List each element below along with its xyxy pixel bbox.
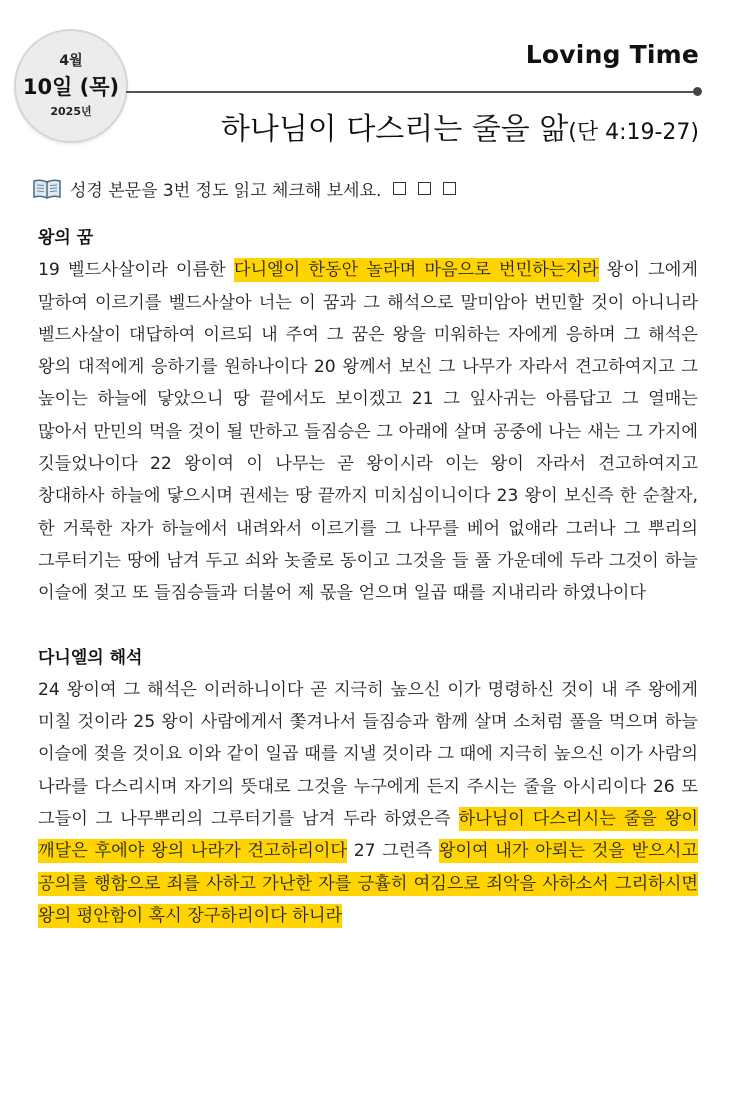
scripture-passage [38, 254, 698, 609]
highlighted-text: 다니엘이 한동안 놀라며 마음으로 번민하는지라 [233, 260, 599, 281]
read-checkbox-1[interactable] [393, 182, 406, 195]
highlighted-text: 하나님이 다스리시는 줄을 왕이 깨달은 후에야 왕의 나라가 견고하리이다 [38, 809, 699, 862]
section-heading: 다니엘의 해석 [38, 647, 143, 668]
instruction-text: 성경 본문을 3번 정도 읽고 체크해 보세요. [70, 181, 382, 201]
open-book-icon [32, 178, 62, 200]
divider-dot [693, 87, 702, 96]
date-day: 10일 (목) [22, 75, 120, 99]
highlighted-text: 왕이여 내가 아뢰는 것을 받으시고 공의를 행함으로 죄를 사하고 가난한 자를 긍휼히 여김으로 죄악을 사하소서 그리하시면 왕의 평안함이 혹시 장구하리이다 하니라 [38, 841, 699, 926]
scripture-passage [38, 674, 698, 932]
page-title [221, 104, 699, 148]
section-heading: 왕의 꿈 [38, 228, 94, 248]
date-month: 4월 [59, 53, 83, 69]
passage-text: 24 왕이여 그 해석은 이러하니이다 곧 지극히 높으신 이가 명령하신 것이 내 주 왕에게 미칠 것이라 25 왕이 사람에게서 쫓겨나서 들짐승과 함께 살며 소처럼 풀을 먹으며 하늘 이슬에 젖을 것이요 이와 같이 일곱 때를 지낼 것이라 그 때에 지극히 높으신 이가 사람의 나라를 다스리시며 자기의 뜻대로 그것을 누구에게 든지 주시는 줄을 아시리이다 26 또 그들이 그 나무뿌리의 그루터기를 남겨 두라 하였은즉 [38, 679, 698, 830]
read-checkbox-3[interactable] [443, 182, 456, 195]
passage-text: 왕이 그에게 말하여 이르기를 벨드사살아 너는 이 꿈과 그 해석으로 말미암아 번민할 것이 아니니라 벨드사살이 대답하여 이르되 내 주여 그 꿈은 왕을 미워하는 자에게 응하며 그 해석은 왕의 대적에게 응하기를 원하나이다 20 왕께서 보신 그 나무가 자라서 견고하여지고 그 높이는 하늘에 닿았으니 땅 끝에서도 보이겠고 21 그 잎사귀는 아름답고 그 열매는 많아서 만민의 먹을 것이 될 만하고 들짐승은 그 아래에 살며 공중에 나는 새는 그 가지에 깃들었나이다 22 왕이여 이 나무는 곧 왕이시라 이는 왕이 자라서 견고하여지고 창대하사 하늘에 닿으시며 권세는 땅 끝까지 미치심이니이다 23 왕이 보신즉 한 순찰자, 한 거룩한 자가 하늘에서 내려와서 이르기를 그 나무를 베어 없애라 그러나 그 뿌리의 그루터기는 땅에 남겨 두고 쇠와 놋줄로 동이고 그것을 들 풀 가운데에 두라 그것이 하늘 이슬에 젖고 또 들짐승들과 더불어 제 몫을 얻으며 일곱 때를 지내리라 하였나이다 [38, 260, 698, 604]
passage-text: 19 벨드사살이라 이름한 [38, 260, 234, 281]
title-main: 하나님이 다스리는 줄을 앎 [220, 112, 569, 147]
date-badge [16, 31, 126, 141]
title-reference: (단 4:19-27) [568, 120, 699, 145]
brand-title: Loving Time [525, 40, 699, 69]
header-divider [126, 91, 694, 93]
date-year: 2025년 [50, 105, 92, 118]
passage-text: 27 그런즉 [347, 841, 439, 862]
scripture-content [38, 222, 698, 932]
reading-instruction [32, 176, 456, 201]
read-checkbox-2[interactable] [418, 182, 431, 195]
